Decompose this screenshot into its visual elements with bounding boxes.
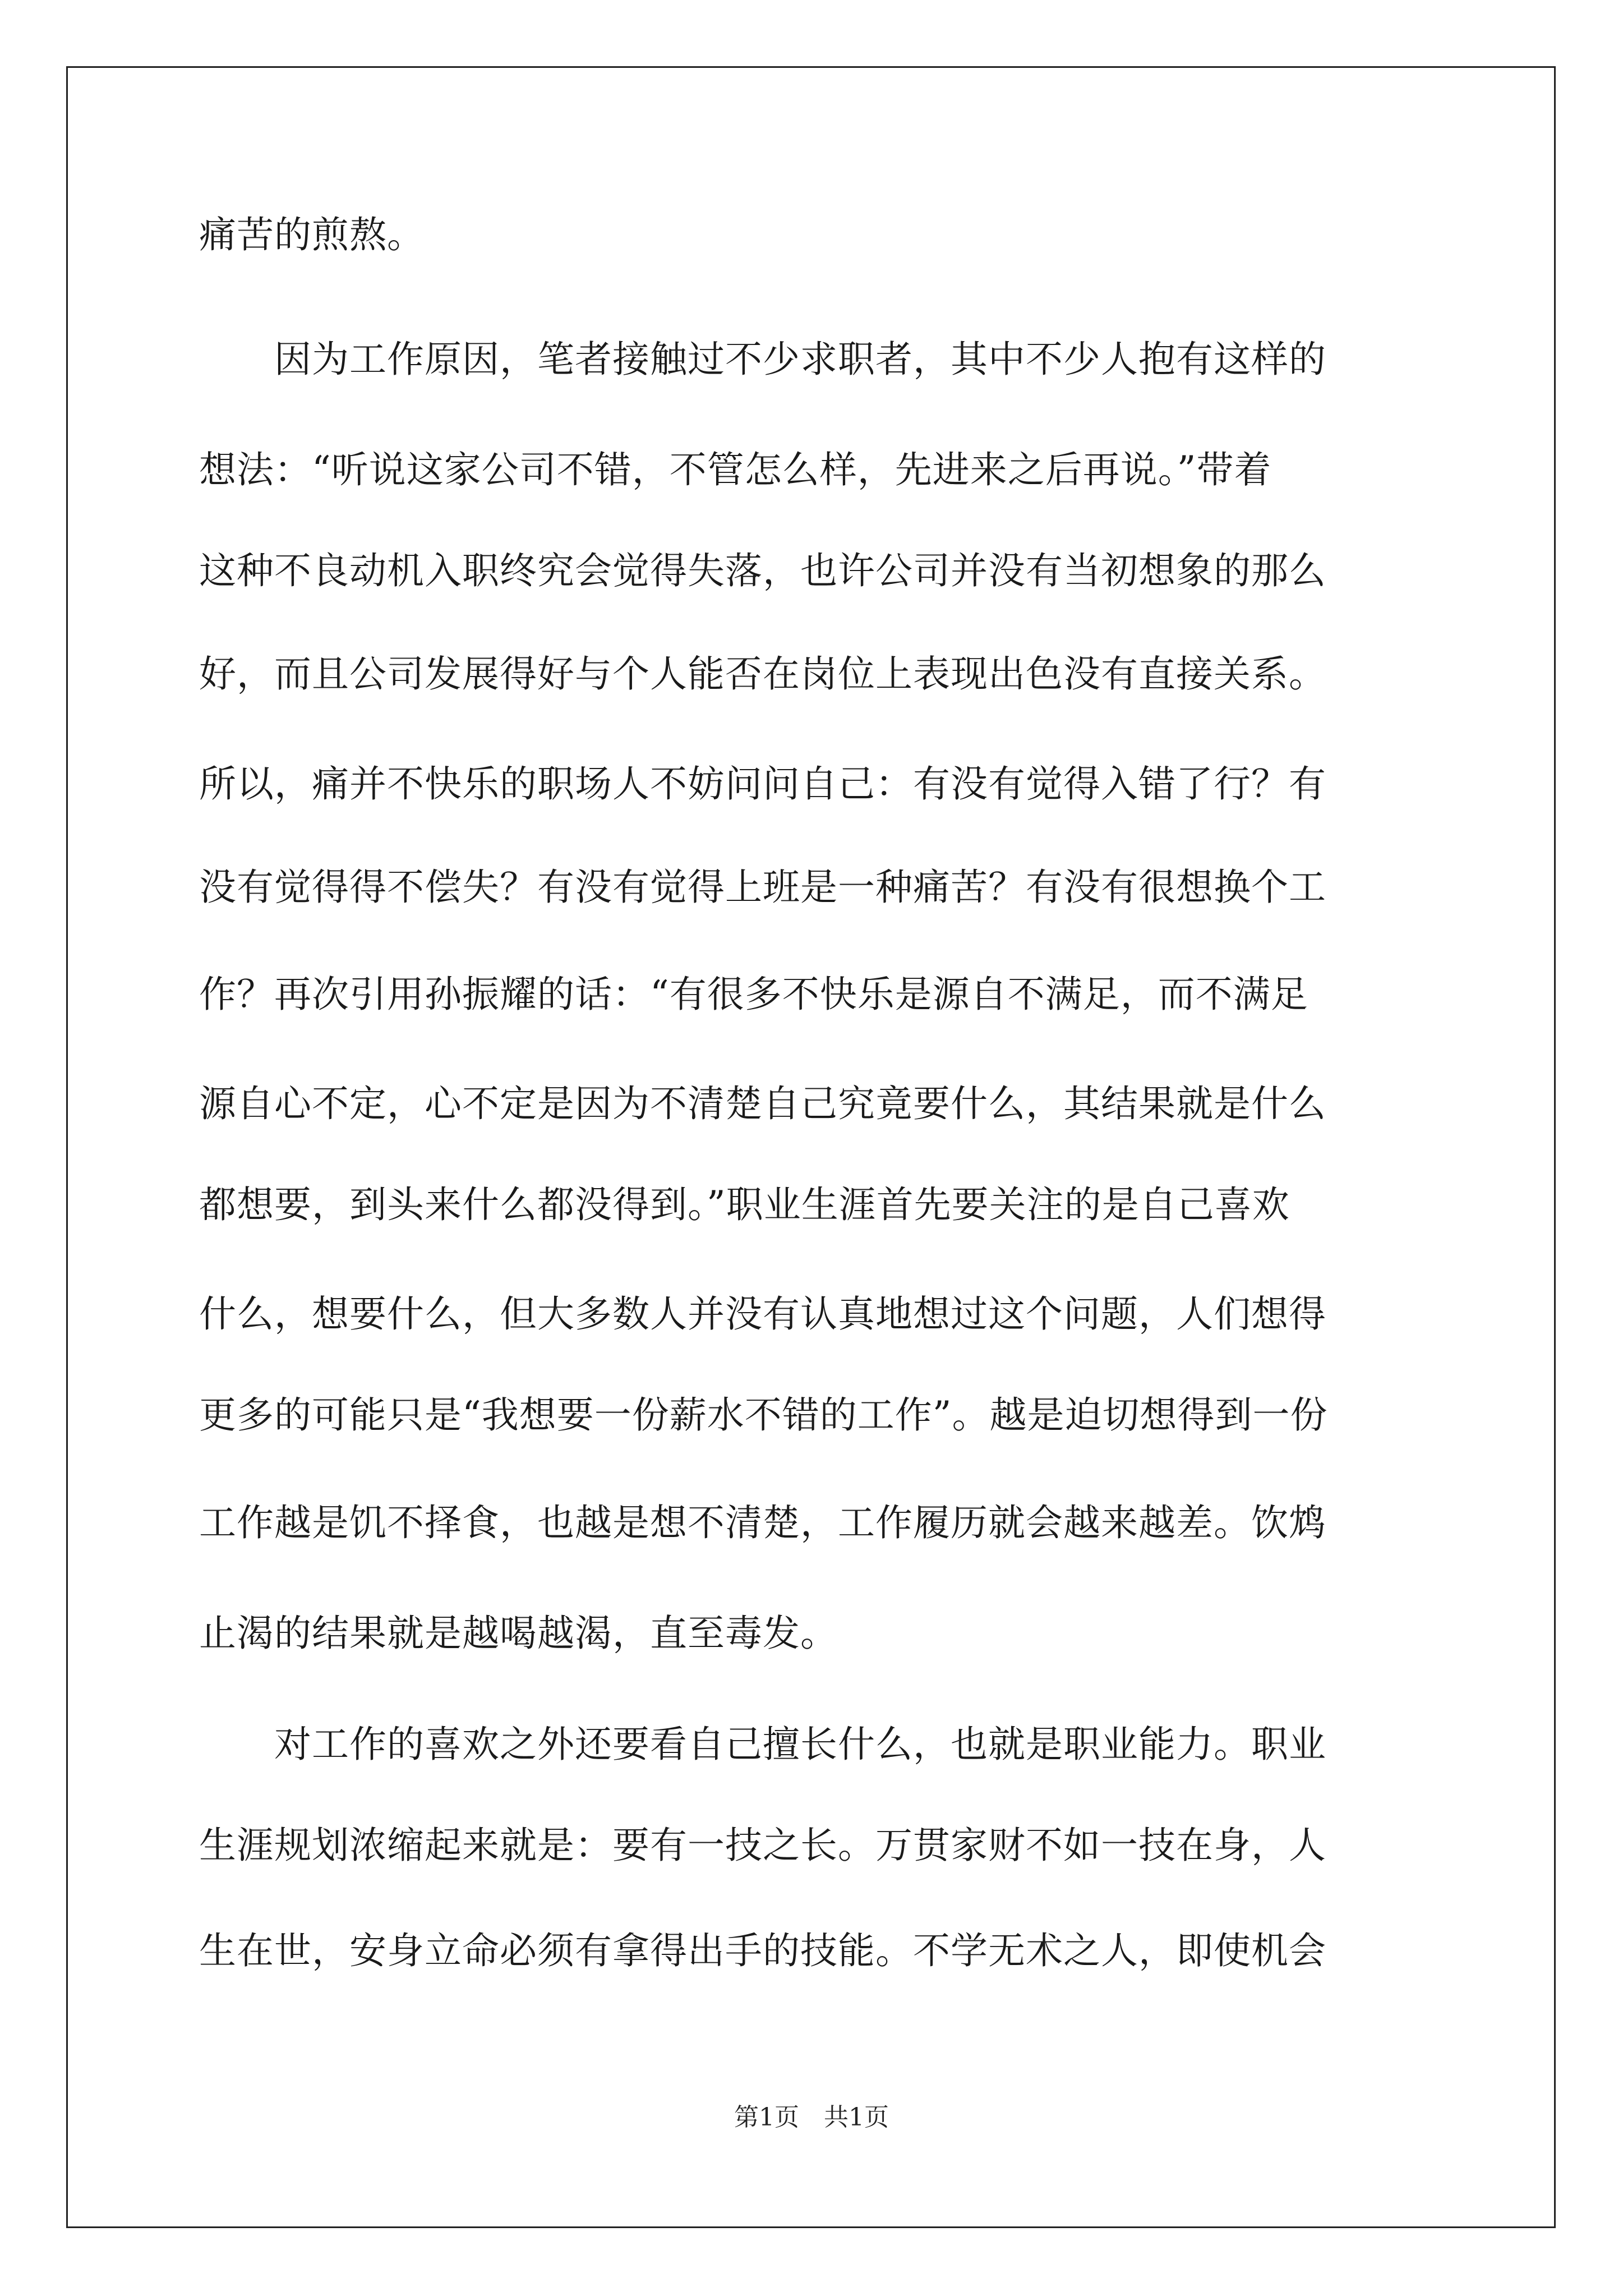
text-line: 什么，想要什么，但大多数人并没有认真地想过这个问题，人们想得 xyxy=(199,1292,1326,1336)
text-line: 工作越是饥不择食，也越是想不清楚，工作履历就会越来越差。饮鸩 xyxy=(199,1501,1326,1544)
text-line: 生在世，安身立命必须有拿得出手的技能。不学无术之人，即使机会 xyxy=(199,1929,1326,1972)
text-line: 所以，痛并不快乐的职场人不妨问问自己：有没有觉得入错了行？有 xyxy=(199,762,1326,806)
text-line: 更多的可能只是“我想要一份薪水不错的工作”。越是迫切想得到一份 xyxy=(199,1393,1328,1437)
text-line: 作？再次引用孙振耀的话：“有很多不快乐是源自不满足，而不满足 xyxy=(199,973,1308,1016)
text-line: 没有觉得得不偿失？有没有觉得上班是一种痛苦？有没有很想换个工 xyxy=(199,866,1326,909)
text-line: 好，而且公司发展得好与个人能否在岗位上表现出色没有直接关系。 xyxy=(199,652,1326,696)
text-line: 因为工作原因，笔者接触过不少求职者，其中不少人抱有这样的 xyxy=(199,338,1326,381)
text-line: 对工作的喜欢之外还要看自己擅长什么，也就是职业能力。职业 xyxy=(199,1723,1326,1766)
text-line: 源自心不定，心不定是因为不清楚自己究竟要什么，其结果就是什么 xyxy=(199,1082,1326,1125)
text-line: 这种不良动机入职终究会觉得失落，也许公司并没有当初想象的那么 xyxy=(199,549,1326,592)
page-border xyxy=(66,66,1556,2228)
text-line: 生涯规划浓缩起来就是：要有一技之长。万贯家财不如一技在身，人 xyxy=(199,1824,1326,1867)
text-line: 痛苦的煎熬。 xyxy=(199,213,425,256)
text-line: 想法：“听说这家公司不错，不管怎么样，先进来之后再说。”带着 xyxy=(199,448,1272,491)
page-number: 第1页 共1页 xyxy=(734,2103,889,2132)
text-line: 止渴的结果就是越喝越渴，直至毒发。 xyxy=(199,1612,838,1655)
text-line: 都想要，到头来什么都没得到。”职业生涯首先要关注的是自己喜欢 xyxy=(199,1183,1290,1226)
